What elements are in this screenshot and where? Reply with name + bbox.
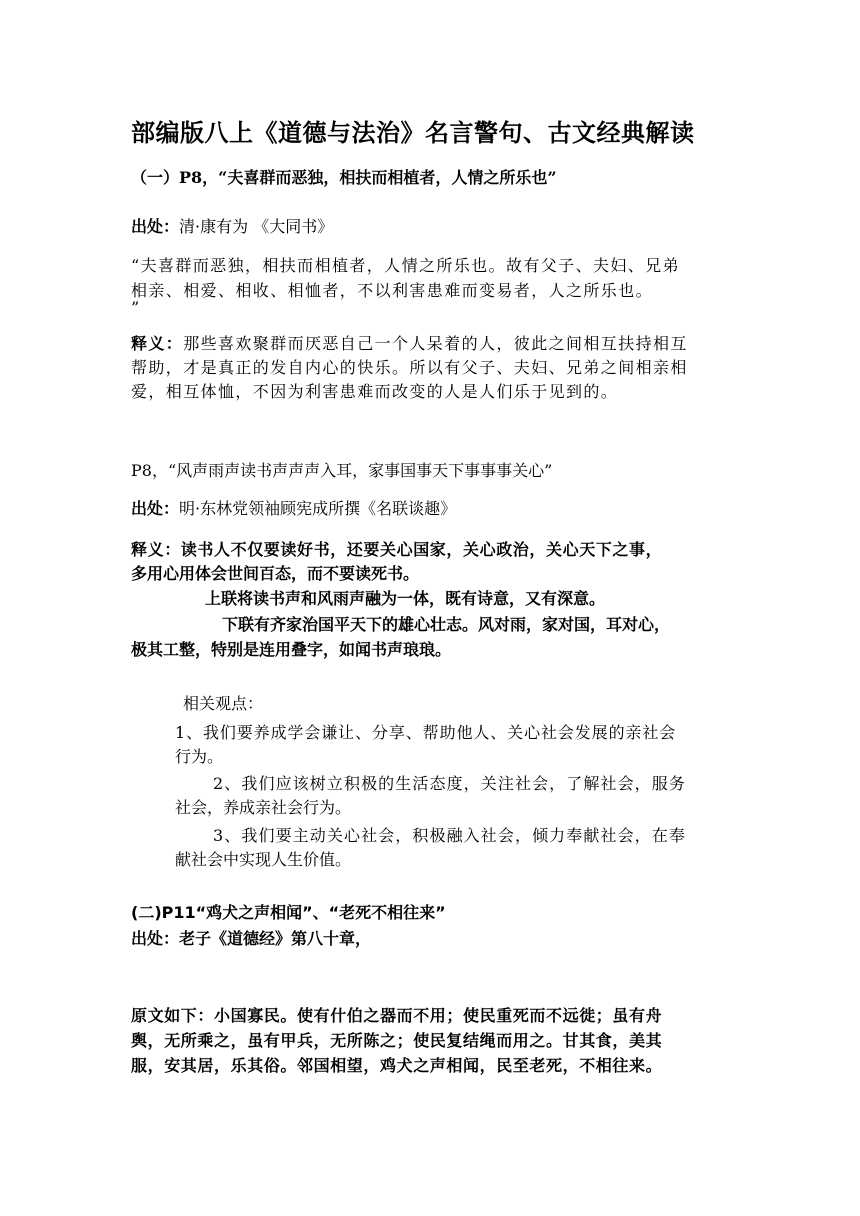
original-text-line: 服，安其居，乐其俗。邻国相望，鸡犬之声相闻，民至老死，不相往来。 <box>131 1056 663 1075</box>
related-line: 1、我们要养成学会谦让、分享、帮助他人、关心社会发展的亲社会 <box>175 723 677 742</box>
original-text-line: 原文如下：小国寡民。使有什伯之器而不用；使民重死而不远徙；虽有舟 <box>131 1006 663 1025</box>
section-1-source <box>131 214 333 237</box>
related-line: 行为。 <box>175 747 224 766</box>
explain-line: 帮助，才是真正的发自内心的快乐。所以有父子、夫妇、兄弟之间相亲相 <box>131 358 688 377</box>
explain-line: 极其工整，特别是连用叠字，如闻书声琅琅。 <box>131 640 452 659</box>
explain-line: 爱，相互体恤，不因为利害患难而改变的人是人们乐于见到的。 <box>131 382 619 401</box>
source-label: 出处： <box>131 217 180 236</box>
section-2-source <box>131 496 456 519</box>
related-line: 社会，养成亲社会行为。 <box>175 798 352 817</box>
explain-line: 多用心用体会世间百态，而不要读死书。 <box>131 564 420 583</box>
section-2-heading: P8，“风声雨声读书声声声入耳，家事国事天下事事事关心” <box>131 461 553 480</box>
explain-text: 那些喜欢聚群而厌恶自己一个人呆着的人，彼此之间相互扶持相互 <box>183 334 688 353</box>
original-text-line: 舆，无所乘之，虽有甲兵，无所陈之；使民复结绳而用之。甘其食，美其 <box>131 1031 663 1050</box>
source-text: 清·康有为 《大同书》 <box>179 217 334 236</box>
related-line: 3、我们要主动关心社会，积极融入社会，倾力奉献社会，在奉 <box>213 826 686 845</box>
section-1-heading: （一）P8，“夫喜群而恶独，相扶而相植者，人情之所乐也” <box>131 168 557 187</box>
related-line: 2、我们应该树立积极的生活态度，关注社会，了解社会，服务 <box>213 774 686 793</box>
explain-line: 下联有齐家治国平天下的雄心壮志。风对雨，家对国，耳对心， <box>222 615 671 634</box>
page-title: 部编版八上《道德与法治》名言警句、古文经典解读 <box>131 119 695 147</box>
related-line: 献社会中实现人生价值。 <box>175 850 352 869</box>
explain-line: 上联将读书声和风雨声融为一体，既有诗意，又有深意。 <box>205 589 606 608</box>
explain-line <box>131 331 688 354</box>
explain-line: 释义：读书人不仅要读好书，还要关心国家，关心政治，关心天下之事， <box>131 540 663 559</box>
quote-line: ” <box>131 298 140 317</box>
quote-line: “夫喜群而恶独，相扶而相植者，人情之所乐也。故有父子、夫妇、兄弟 <box>131 256 680 275</box>
section-3-heading: (二)P11“鸡犬之声相闻”、“老死不相往来” <box>131 903 446 922</box>
related-label: 相关观点： <box>183 694 264 713</box>
quote-line: 相亲、相爱、相收、相恤者，不以利害患难而变易者，人之所乐也。 <box>131 281 654 300</box>
explain-label: 释义： <box>131 334 184 353</box>
section-3-source: 出处：老子《道德经》第八十章， <box>131 929 372 948</box>
source-label: 出处： <box>131 499 180 518</box>
source-text: 明·东林党领袖顾宪成所撰《名联谈趣》 <box>179 499 457 518</box>
